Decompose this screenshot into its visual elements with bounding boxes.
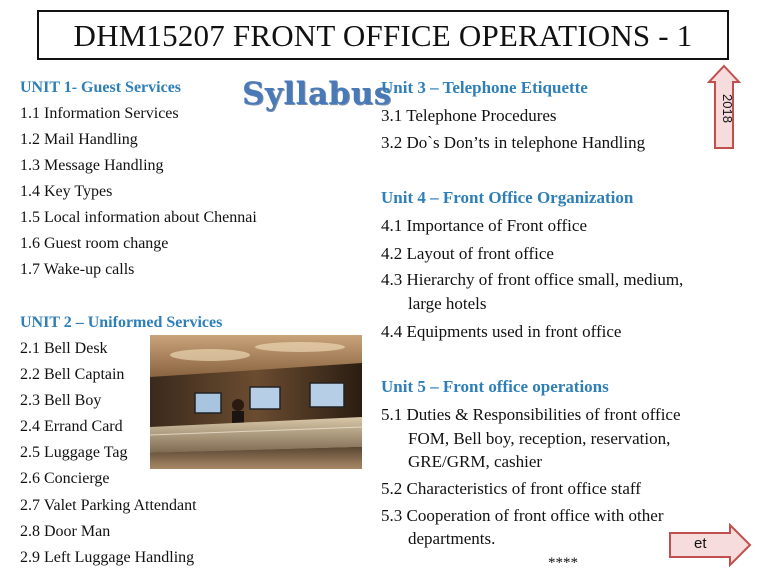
list-item: 2.4 Errand Card <box>20 418 123 435</box>
hotel-lobby-photo <box>150 335 362 469</box>
list-item: 1.4 Key Types <box>20 183 113 200</box>
page-title: DHM15207 FRONT OFFICE OPERATIONS - 1 <box>73 18 693 53</box>
next-button-label[interactable]: et <box>694 535 707 552</box>
list-item: 2.5 Luggage Tag <box>20 444 128 461</box>
list-item: 2.1 Bell Desk <box>20 340 108 357</box>
list-item: 4.3 Hierarchy of front office small, medium, <box>381 270 684 289</box>
list-item-continuation: large hotels <box>408 294 487 313</box>
list-item: 5.1 Duties & Responsibilities of front office <box>381 405 681 424</box>
list-item: 2.3 Bell Boy <box>20 392 102 409</box>
list-item: 4.1 Importance of Front office <box>381 216 587 235</box>
list-item: 4.2 Layout of front office <box>381 244 554 263</box>
list-item: 1.6 Guest room change <box>20 235 169 252</box>
list-item: 4.4 Equipments used in front office <box>381 322 622 341</box>
list-item: 3.1 Telephone Procedures <box>381 106 557 125</box>
end-marker: **** <box>548 555 578 571</box>
list-item: 1.2 Mail Handling <box>20 131 138 148</box>
title-box <box>37 10 729 60</box>
next-arrow-button[interactable] <box>668 523 752 567</box>
list-item: 1.3 Message Handling <box>20 157 164 174</box>
unit-heading: Unit 4 – Front Office Organization <box>381 188 634 207</box>
unit-heading: Unit 5 – Front office operations <box>381 377 609 396</box>
list-item: 1.1 Information Services <box>20 105 179 122</box>
year-label: 2018 <box>720 93 735 123</box>
list-item-continuation: departments. <box>408 529 496 548</box>
list-item: 1.7 Wake-up calls <box>20 261 135 278</box>
list-item: 2.6 Concierge <box>20 470 110 487</box>
list-item: 5.3 Cooperation of front office with other <box>381 506 664 525</box>
list-item-continuation: FOM, Bell boy, reception, reservation, <box>408 429 671 448</box>
list-item: 3.2 Do`s Don’ts in telephone Handling <box>381 133 646 152</box>
list-item: 2.9 Left Luggage Handling <box>20 549 195 566</box>
list-item: 5.2 Characteristics of front office staff <box>381 479 641 498</box>
list-item: 2.2 Bell Captain <box>20 366 125 383</box>
list-item: 2.7 Valet Parking Attendant <box>20 497 197 514</box>
unit-heading: Unit 3 – Telephone Etiquette <box>381 78 588 97</box>
syllabus-label: Syllabus <box>242 76 392 112</box>
list-item-continuation: GRE/GRM, cashier <box>408 452 543 471</box>
unit-heading: UNIT 1- Guest Services <box>20 79 182 96</box>
list-item: 1.5 Local information about Chennai <box>20 209 257 226</box>
unit-heading: UNIT 2 – Uniformed Services <box>20 314 223 331</box>
list-item: 2.8 Door Man <box>20 523 111 540</box>
